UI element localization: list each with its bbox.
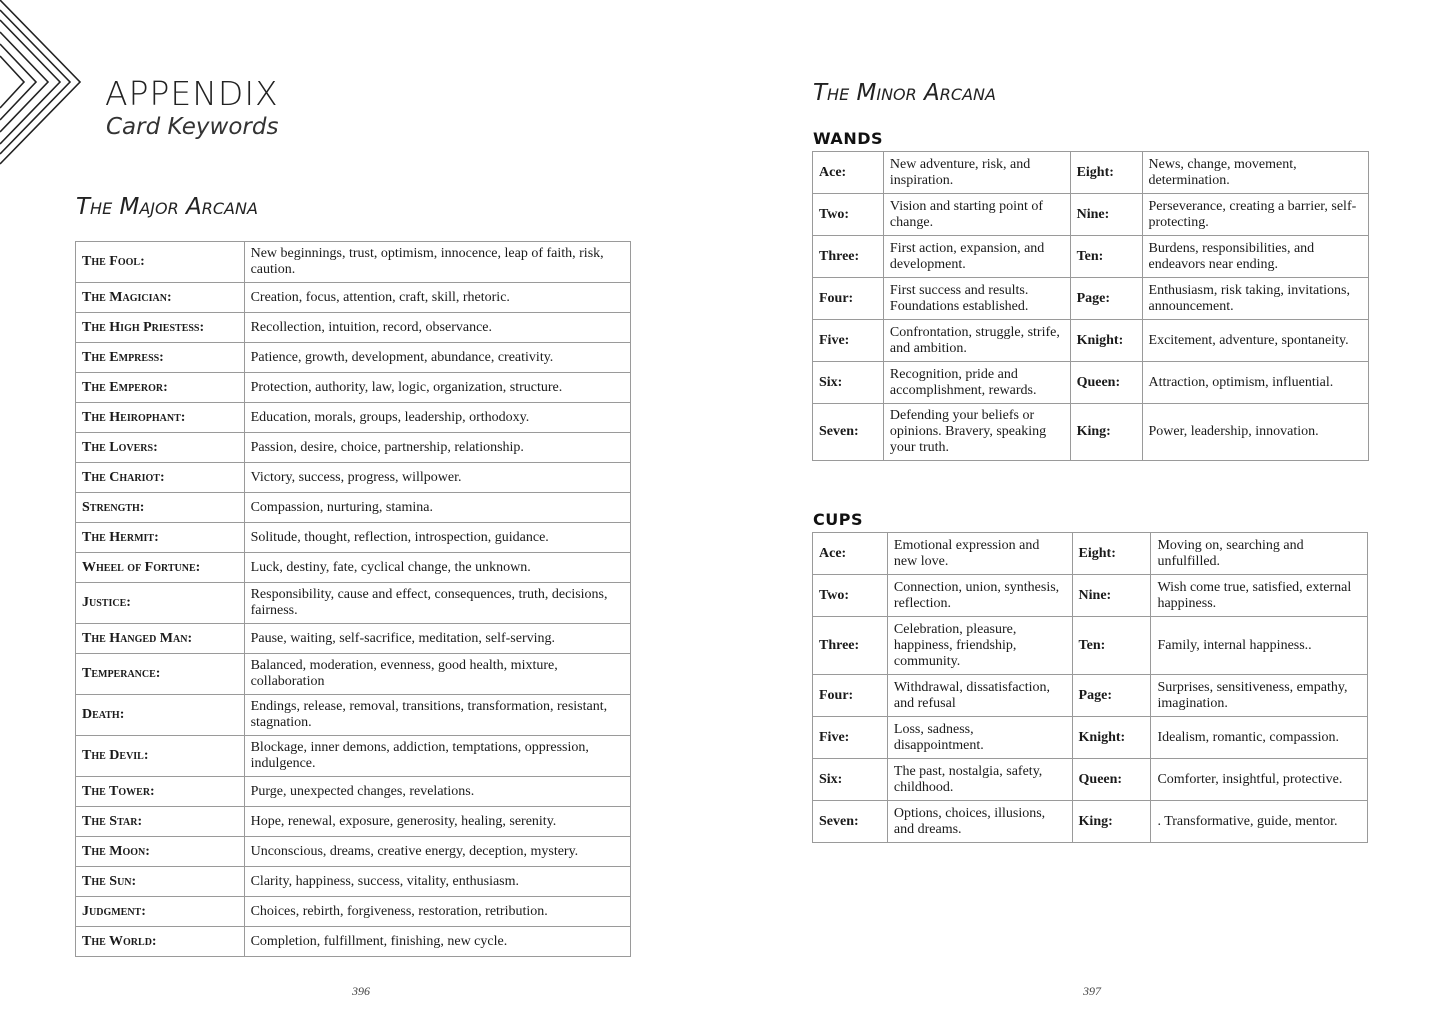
card-name: The Hanged Man: bbox=[76, 624, 245, 654]
card-keywords: Blockage, inner demons, addiction, temptations, oppression, indulgence. bbox=[244, 736, 630, 777]
card-rank: Two: bbox=[813, 194, 884, 236]
table-row bbox=[76, 777, 631, 807]
table-row bbox=[76, 897, 631, 927]
card-rank: Six: bbox=[813, 759, 888, 801]
card-keywords: Recollection, intuition, record, observance. bbox=[244, 313, 630, 343]
card-rank: Five: bbox=[813, 320, 884, 362]
card-keywords: Pause, waiting, self-sacrifice, meditation, self-serving. bbox=[244, 624, 630, 654]
table-row bbox=[76, 403, 631, 433]
card-rank: Four: bbox=[813, 675, 888, 717]
card-keywords: Luck, destiny, fate, cyclical change, the unknown. bbox=[244, 553, 630, 583]
card-keywords: Patience, growth, development, abundance, creativity. bbox=[244, 343, 630, 373]
card-keywords: First success and results. Foundations established. bbox=[883, 278, 1070, 320]
table-row bbox=[76, 433, 631, 463]
table-row bbox=[76, 463, 631, 493]
card-keywords: Hope, renewal, exposure, generosity, healing, serenity. bbox=[244, 807, 630, 837]
card-keywords: Enthusiasm, risk taking, invitations, announcement. bbox=[1142, 278, 1368, 320]
table-row bbox=[813, 404, 1369, 461]
minor-arcana-title: The Minor Arcana bbox=[813, 80, 996, 106]
page-heading: APPENDIX bbox=[105, 74, 279, 113]
card-keywords: Power, leadership, innovation. bbox=[1142, 404, 1368, 461]
card-keywords: Emotional expression and new love. bbox=[887, 533, 1072, 575]
card-rank: Seven: bbox=[813, 404, 884, 461]
card-keywords: Purge, unexpected changes, revelations. bbox=[244, 777, 630, 807]
card-rank: Nine: bbox=[1070, 194, 1142, 236]
card-keywords: Passion, desire, choice, partnership, relationship. bbox=[244, 433, 630, 463]
wands-heading: WANDS bbox=[813, 129, 884, 148]
card-keywords: Idealism, romantic, compassion. bbox=[1151, 717, 1368, 759]
card-keywords: Protection, authority, law, logic, organization, structure. bbox=[244, 373, 630, 403]
table-row bbox=[813, 801, 1368, 843]
card-name: The Emperor: bbox=[76, 373, 245, 403]
card-rank: Knight: bbox=[1070, 320, 1142, 362]
card-rank: Three: bbox=[813, 236, 884, 278]
card-rank: King: bbox=[1072, 801, 1151, 843]
table-row bbox=[76, 654, 631, 695]
card-keywords: Education, morals, groups, leadership, orthodoxy. bbox=[244, 403, 630, 433]
card-name: The Heirophant: bbox=[76, 403, 245, 433]
card-keywords: Vision and starting point of change. bbox=[883, 194, 1070, 236]
card-keywords: Balanced, moderation, evenness, good health, mixture, collaboration bbox=[244, 654, 630, 695]
major-arcana-table bbox=[75, 241, 631, 957]
card-keywords: Responsibility, cause and effect, consequences, truth, decisions, fairness. bbox=[244, 583, 630, 624]
card-keywords: Perseverance, creating a barrier, self-protecting. bbox=[1142, 194, 1368, 236]
card-keywords: Creation, focus, attention, craft, skill, rhetoric. bbox=[244, 283, 630, 313]
card-name: The World: bbox=[76, 927, 245, 957]
table-row bbox=[813, 152, 1369, 194]
table-row bbox=[813, 617, 1368, 675]
card-keywords: News, change, movement, determination. bbox=[1142, 152, 1368, 194]
table-row bbox=[76, 927, 631, 957]
table-row bbox=[76, 553, 631, 583]
card-keywords: Comforter, insightful, protective. bbox=[1151, 759, 1368, 801]
card-keywords: Surprises, sensitiveness, empathy, imagination. bbox=[1151, 675, 1368, 717]
card-name: The Lovers: bbox=[76, 433, 245, 463]
card-keywords: Attraction, optimism, influential. bbox=[1142, 362, 1368, 404]
table-row bbox=[76, 313, 631, 343]
card-rank: Three: bbox=[813, 617, 888, 675]
card-keywords: Clarity, happiness, success, vitality, enthusiasm. bbox=[244, 867, 630, 897]
card-name: The Sun: bbox=[76, 867, 245, 897]
card-name: The Hermit: bbox=[76, 523, 245, 553]
table-row bbox=[813, 717, 1368, 759]
card-name: Strength: bbox=[76, 493, 245, 523]
card-name: The Star: bbox=[76, 807, 245, 837]
card-name: Justice: bbox=[76, 583, 245, 624]
table-row bbox=[813, 759, 1368, 801]
card-keywords: Celebration, pleasure, happiness, friendship, community. bbox=[887, 617, 1072, 675]
table-row bbox=[76, 493, 631, 523]
table-row bbox=[76, 523, 631, 553]
table-row bbox=[813, 362, 1369, 404]
card-name: The Empress: bbox=[76, 343, 245, 373]
table-row bbox=[813, 575, 1368, 617]
card-keywords: Family, internal happiness.. bbox=[1151, 617, 1368, 675]
card-name: The Tower: bbox=[76, 777, 245, 807]
table-row bbox=[76, 373, 631, 403]
table-row bbox=[813, 675, 1368, 717]
card-rank: Eight: bbox=[1070, 152, 1142, 194]
table-row bbox=[76, 343, 631, 373]
card-rank: Two: bbox=[813, 575, 888, 617]
card-rank: Five: bbox=[813, 717, 888, 759]
card-keywords: Endings, release, removal, transitions, transformation, resistant, stagnation. bbox=[244, 695, 630, 736]
card-name: The Fool: bbox=[76, 242, 245, 283]
card-keywords: Confrontation, struggle, strife, and ambition. bbox=[883, 320, 1070, 362]
card-keywords: Compassion, nurturing, stamina. bbox=[244, 493, 630, 523]
card-name: The Chariot: bbox=[76, 463, 245, 493]
card-keywords: First action, expansion, and development. bbox=[883, 236, 1070, 278]
card-keywords: Options, choices, illusions, and dreams. bbox=[887, 801, 1072, 843]
card-rank: King: bbox=[1070, 404, 1142, 461]
chevron-decoration bbox=[0, 0, 90, 175]
card-rank: Eight: bbox=[1072, 533, 1151, 575]
card-keywords: . Transformative, guide, mentor. bbox=[1151, 801, 1368, 843]
card-rank: Four: bbox=[813, 278, 884, 320]
card-name: The Devil: bbox=[76, 736, 245, 777]
card-name: Judgment: bbox=[76, 897, 245, 927]
table-row bbox=[76, 837, 631, 867]
card-rank: Queen: bbox=[1070, 362, 1142, 404]
cups-table bbox=[812, 532, 1368, 843]
card-keywords: Completion, fulfillment, finishing, new cycle. bbox=[244, 927, 630, 957]
card-keywords: Wish come true, satisfied, external happiness. bbox=[1151, 575, 1368, 617]
card-rank: Page: bbox=[1070, 278, 1142, 320]
card-keywords: New beginnings, trust, optimism, innocence, leap of faith, risk, caution. bbox=[244, 242, 630, 283]
major-arcana-title: The Major Arcana bbox=[76, 194, 258, 220]
card-keywords: Victory, success, progress, willpower. bbox=[244, 463, 630, 493]
card-keywords: The past, nostalgia, safety, childhood. bbox=[887, 759, 1072, 801]
card-rank: Queen: bbox=[1072, 759, 1151, 801]
table-row bbox=[76, 736, 631, 777]
cups-heading: CUPS bbox=[813, 510, 863, 529]
table-row bbox=[813, 533, 1368, 575]
card-rank: Ten: bbox=[1070, 236, 1142, 278]
table-row bbox=[813, 194, 1369, 236]
card-keywords: Excitement, adventure, spontaneity. bbox=[1142, 320, 1368, 362]
card-name: The High Priestess: bbox=[76, 313, 245, 343]
table-row bbox=[813, 278, 1369, 320]
table-row bbox=[76, 867, 631, 897]
card-rank: Nine: bbox=[1072, 575, 1151, 617]
card-rank: Seven: bbox=[813, 801, 888, 843]
card-keywords: Solitude, thought, reflection, introspection, guidance. bbox=[244, 523, 630, 553]
table-row bbox=[76, 807, 631, 837]
table-row bbox=[76, 283, 631, 313]
card-keywords: Choices, rebirth, forgiveness, restoration, retribution. bbox=[244, 897, 630, 927]
card-keywords: Loss, sadness, disappointment. bbox=[887, 717, 1072, 759]
table-row bbox=[76, 242, 631, 283]
card-rank: Six: bbox=[813, 362, 884, 404]
card-name: Temperance: bbox=[76, 654, 245, 695]
table-row bbox=[813, 320, 1369, 362]
card-rank: Ten: bbox=[1072, 617, 1151, 675]
card-keywords: Burdens, responsibilities, and endeavors near ending. bbox=[1142, 236, 1368, 278]
card-name: Wheel of Fortune: bbox=[76, 553, 245, 583]
page-number-left: 396 bbox=[352, 984, 370, 998]
table-row bbox=[813, 236, 1369, 278]
page-number-right: 397 bbox=[1083, 984, 1101, 998]
card-name: Death: bbox=[76, 695, 245, 736]
table-row bbox=[76, 695, 631, 736]
page-subheading: Card Keywords bbox=[106, 114, 279, 140]
card-keywords: New adventure, risk, and inspiration. bbox=[883, 152, 1070, 194]
wands-table bbox=[812, 151, 1369, 461]
card-rank: Page: bbox=[1072, 675, 1151, 717]
table-row bbox=[76, 583, 631, 624]
card-keywords: Connection, union, synthesis, reflection. bbox=[887, 575, 1072, 617]
card-keywords: Moving on, searching and unfulfilled. bbox=[1151, 533, 1368, 575]
card-keywords: Defending your beliefs or opinions. Bravery, speaking your truth. bbox=[883, 404, 1070, 461]
card-keywords: Recognition, pride and accomplishment, rewards. bbox=[883, 362, 1070, 404]
card-keywords: Withdrawal, dissatisfaction, and refusal bbox=[887, 675, 1072, 717]
card-name: The Moon: bbox=[76, 837, 245, 867]
card-rank: Ace: bbox=[813, 533, 888, 575]
card-rank: Knight: bbox=[1072, 717, 1151, 759]
table-row bbox=[76, 624, 631, 654]
card-keywords: Unconscious, dreams, creative energy, deception, mystery. bbox=[244, 837, 630, 867]
card-name: The Magician: bbox=[76, 283, 245, 313]
card-rank: Ace: bbox=[813, 152, 884, 194]
